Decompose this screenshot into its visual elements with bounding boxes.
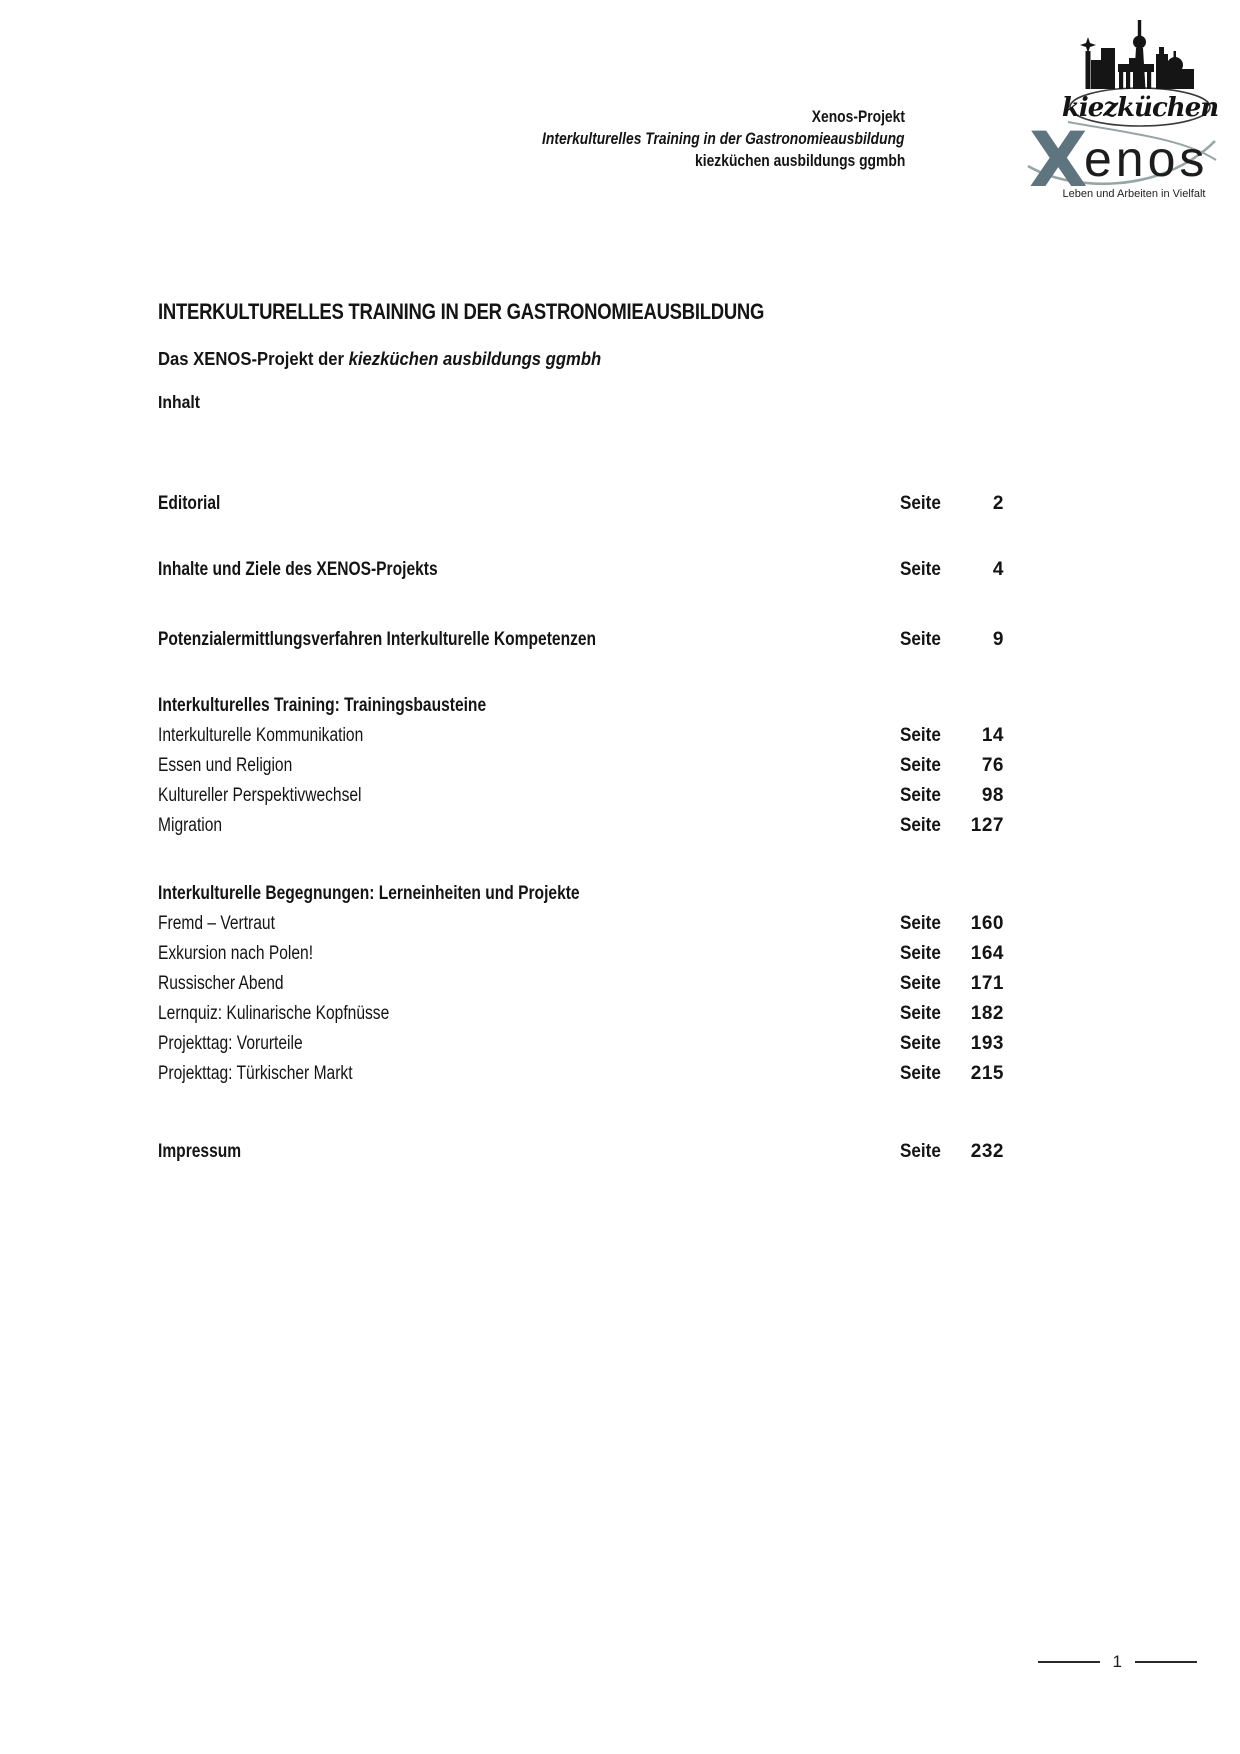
toc-group: [158, 555, 1004, 585]
toc-row: [158, 811, 1004, 841]
toc-entry-label: Potenzialermittlungsverfahren Interkulturelle Kompetenzen: [158, 629, 597, 650]
toc-page-number: 182: [970, 1003, 1004, 1024]
toc-page-number: 76: [981, 755, 1004, 776]
toc-entry-label: Essen und Religion: [158, 755, 293, 776]
toc-page-number: 9: [992, 629, 1004, 650]
toc-entry-label: Kultureller Perspektivwechsel: [158, 785, 362, 806]
toc-seite-label: Seite: [900, 913, 941, 934]
toc-page-number: 160: [970, 913, 1004, 934]
toc-entry-label: Migration: [158, 815, 223, 836]
toc-row: [158, 721, 1004, 751]
page-subtitle: [158, 348, 650, 370]
xenos-x-glyph: X: [1029, 115, 1088, 202]
toc-group: [158, 1137, 1004, 1167]
page-footer: [1038, 1652, 1197, 1672]
toc-seite-label: Seite: [900, 725, 941, 746]
toc-row: [158, 909, 1004, 939]
toc-entry-label: Interkulturelle Kommunikation: [158, 725, 364, 746]
toc-row: [158, 625, 1004, 655]
toc-seite-label: Seite: [900, 629, 941, 650]
toc-row: [158, 939, 1004, 969]
toc-page-number: 171: [970, 973, 1004, 994]
toc-row: [158, 751, 1004, 781]
toc-row: [158, 999, 1004, 1029]
contents-heading: Inhalt: [158, 392, 201, 412]
toc-page-number: 193: [970, 1033, 1004, 1054]
toc-group: [158, 879, 1004, 1089]
toc-seite-label: Seite: [900, 1063, 941, 1084]
toc-entry-label: Impressum: [158, 1141, 242, 1162]
subtitle-prefix: Das XENOS-Projekt der: [158, 348, 349, 369]
table-of-contents: [158, 489, 1004, 1167]
toc-row: [158, 1137, 1004, 1167]
toc-page-number: 127: [970, 815, 1004, 836]
footer-page-number: 1: [1112, 1652, 1122, 1671]
toc-seite-label: Seite: [900, 785, 941, 806]
kiezkuechen-wordmark: kiezküchen: [1061, 93, 1219, 123]
toc-row: [158, 1059, 1004, 1089]
toc-seite-label: Seite: [900, 755, 941, 776]
toc-seite-label: Seite: [900, 1033, 941, 1054]
toc-entry-label: Interkulturelles Training: Trainingsbausteine: [158, 695, 487, 716]
toc-seite-label: Seite: [900, 973, 941, 994]
toc-seite-label: Seite: [900, 943, 941, 964]
header-organisation: kiezküchen ausbildungs ggmbh: [694, 152, 905, 170]
toc-row: [158, 969, 1004, 999]
toc-entry-label: Projekttag: Türkischer Markt: [158, 1063, 353, 1084]
toc-page-number: 232: [970, 1141, 1004, 1162]
header-project-title: Interkulturelles Training in der Gastronomieausbildung: [542, 130, 905, 148]
logo-tagline: Leben und Arbeiten in Vielfalt: [1062, 188, 1206, 200]
toc-group: [158, 489, 1004, 519]
toc-seite-label: Seite: [900, 1141, 941, 1162]
toc-seite-label: Seite: [900, 559, 941, 580]
berlin-skyline-icon: [1080, 20, 1194, 89]
toc-page-number: 164: [970, 943, 1004, 964]
toc-entry-label: Fremd – Vertraut: [158, 913, 275, 934]
toc-seite-label: Seite: [900, 1003, 941, 1024]
toc-group: [158, 691, 1004, 841]
toc-entry-label: Editorial: [158, 493, 221, 514]
toc-row: [158, 691, 1004, 721]
subtitle-organisation: kiezküchen ausbildungs ggmbh: [348, 348, 602, 369]
toc-entry-label: Interkulturelle Begegnungen: Lerneinheiten und Projekte: [158, 883, 580, 904]
toc-seite-label: Seite: [900, 493, 941, 514]
toc-seite-label: Seite: [900, 815, 941, 836]
toc-group: [158, 625, 1004, 655]
toc-entry-label: Russischer Abend: [158, 973, 284, 994]
toc-row: [158, 781, 1004, 811]
toc-row: [158, 879, 1004, 909]
xenos-wordmark-rest: enos: [1084, 131, 1209, 187]
kiezkuechen-xenos-logo: [1022, 8, 1222, 202]
toc-row: [158, 489, 1004, 519]
toc-entry-label: Projekttag: Vorurteile: [158, 1033, 303, 1054]
footer-rule-right: [1135, 1661, 1197, 1663]
toc-page-number: 14: [981, 725, 1004, 746]
page-title: INTERKULTURELLES TRAINING IN DER GASTRONOMIEAUSBILDUNG: [158, 299, 765, 324]
toc-entry-label: Exkursion nach Polen!: [158, 943, 314, 964]
toc-page-number: 2: [992, 493, 1004, 514]
toc-page-number: 4: [992, 559, 1004, 580]
footer-rule-left: [1038, 1661, 1100, 1663]
toc-page-number: 215: [970, 1063, 1004, 1084]
toc-row: [158, 1029, 1004, 1059]
document-header: [473, 106, 905, 172]
toc-entry-label: Inhalte und Ziele des XENOS-Projekts: [158, 559, 438, 580]
toc-row: [158, 555, 1004, 585]
header-project-name: Xenos-Projekt: [811, 108, 905, 126]
toc-page-number: 98: [981, 785, 1004, 806]
toc-entry-label: Lernquiz: Kulinarische Kopfnüsse: [158, 1003, 390, 1024]
